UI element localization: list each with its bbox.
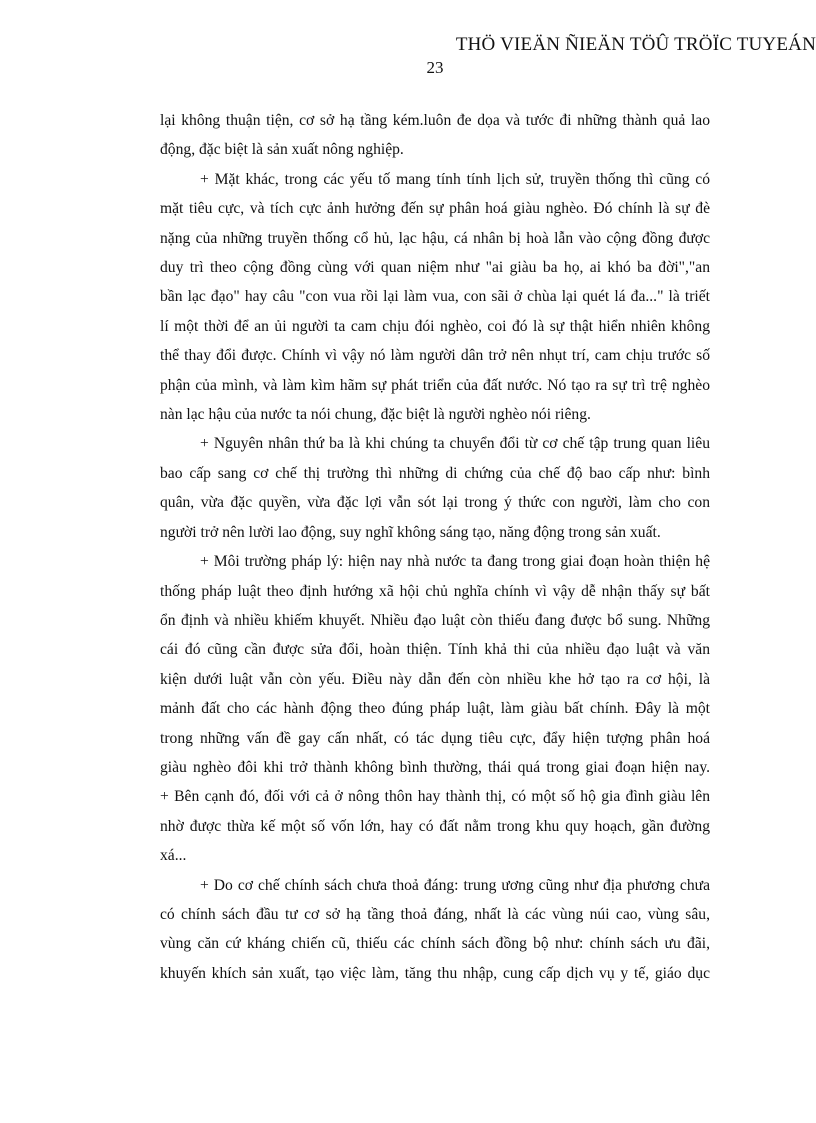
text-line: khuyến khích sản xuất, tạo việc làm, tăng thu nhập, cung cấp dịch vụ y tế, giáo dục: [160, 964, 710, 982]
text-line: trong những vấn đề gay cấn nhất, có tác dụng tiêu cực, đẩy hiện tượng phân hoá: [160, 729, 710, 747]
page-number: 23: [426, 58, 444, 77]
text-line: nặng của những truyền thống cổ hủ, lạc hậu, cá nhân bị hoà lẫn vào cộng đồng được: [160, 229, 710, 247]
text-line: mặt tiêu cực, và tích cực ảnh hưởng đến sự phân hoá giàu nghèo. Đó chính là sự đè: [160, 200, 710, 218]
text-line: lí một thời để an ủi người ta cam chịu đói nghèo, coi đó là sự thật hiển nhiên không: [160, 317, 710, 335]
text-line: lại không thuận tiện, cơ sở hạ tầng kém.luôn đe dọa và tước đi những thành quả lao: [160, 112, 710, 129]
paragraph-3: [160, 429, 710, 547]
paragraph-4: [160, 547, 710, 870]
text-line: + Mặt khác, trong các yếu tố mang tính tính lịch sử, truyền thống thì cũng có: [200, 170, 710, 188]
text-line: bần lạc đạo" hay câu "con vua rồi lại làm vua, con sãi ở chùa lại quét lá đa..." là triết: [160, 288, 710, 306]
text-line: cái đó cũng cần được sửa đổi, hoàn thiện. Tính khả thi của nhiều đạo luật và văn: [160, 641, 710, 659]
text-line: ổn định và nhiều khiếm khuyết. Nhiều đạo luật còn thiếu đang được bổ sung. Những: [160, 611, 710, 629]
document-body: [160, 106, 710, 988]
text-line: + Bên cạnh đó, đối với cả ở nông thôn hay thành thị, có một số hộ gia đình giàu lên: [160, 788, 710, 806]
text-line: + Môi trường pháp lý: hiện nay nhà nước ta đang trong giai đoạn hoàn thiện hệ: [200, 553, 710, 571]
text-line: người trở nên lười lao động, suy nghĩ không sáng tạo, năng động trong sản xuất.: [160, 523, 661, 541]
text-line: + Do cơ chế chính sách chưa thoả đáng: trung ương cũng như địa phương chưa: [200, 876, 710, 894]
text-line: động, đặc biệt là sản xuất nông nghiệp.: [160, 141, 404, 159]
text-line: thể thay đổi được. Chính vì vậy nó làm người dân trở nên nhụt trí, cam chịu trước số: [160, 347, 710, 365]
text-line: nhờ được thừa kế một số vốn lớn, hay có đất nằm trong khu quy hoạch, gần đường: [160, 817, 710, 835]
text-line: kiện dưới luật vẫn còn yếu. Điều này dẫn đến còn nhiều khe hở tạo ra cơ hội, là: [160, 670, 710, 688]
text-line: có chính sách đầu tư cơ sở hạ tầng thoả đáng, nhất là các vùng núi cao, vùng sâu,: [160, 905, 710, 923]
paragraph-5: [160, 871, 710, 989]
text-line: duy trì theo cộng đồng cùng với quan niệm như "ai giàu ba họ, ai khó ba đời","an: [160, 259, 710, 277]
text-line: phận của mình, và làm kìm hãm sự phát triển của đất nước. Nó tạo ra sự trì trệ nghèo: [160, 376, 710, 394]
text-line: xá...: [160, 847, 187, 865]
text-line: nàn lạc hậu của nước ta nói chung, đặc biệt là người nghèo nói riêng.: [160, 406, 591, 424]
text-line: bao cấp sang cơ chế thị trường thì những di chứng của chế độ bao cấp như: bình: [160, 464, 710, 482]
text-line: giàu nghèo đôi khi trở thành không bình thường, thái quá trong giai đoạn hiện nay.: [160, 758, 710, 776]
header-title: THÖ VIEÄN ÑIEÄN TÖÛ TRÖÏC TUYEÁN: [455, 34, 816, 55]
text-line: quân, vừa đặc quyền, vừa đặc lợi vẫn sót lại trong ý thức con người, làm cho con: [160, 494, 710, 512]
text-line: mảnh đất cho các hành động theo đúng pháp luật, làm giàu bất chính. Đây là một: [160, 700, 710, 718]
text-line: + Nguyên nhân thứ ba là khi chúng ta chuyển đổi từ cơ chế tập trung quan liêu: [200, 435, 710, 453]
text-line: vùng căn cứ kháng chiến cũ, thiếu các chính sách đồng bộ như: chính sách ưu đãi,: [160, 935, 710, 953]
text-line: thống pháp luật theo định hướng xã hội chủ nghĩa chính vì vậy dễ nhận thấy sự bất: [160, 582, 710, 600]
paragraph-1: [160, 106, 710, 165]
paragraph-2: [160, 165, 710, 430]
